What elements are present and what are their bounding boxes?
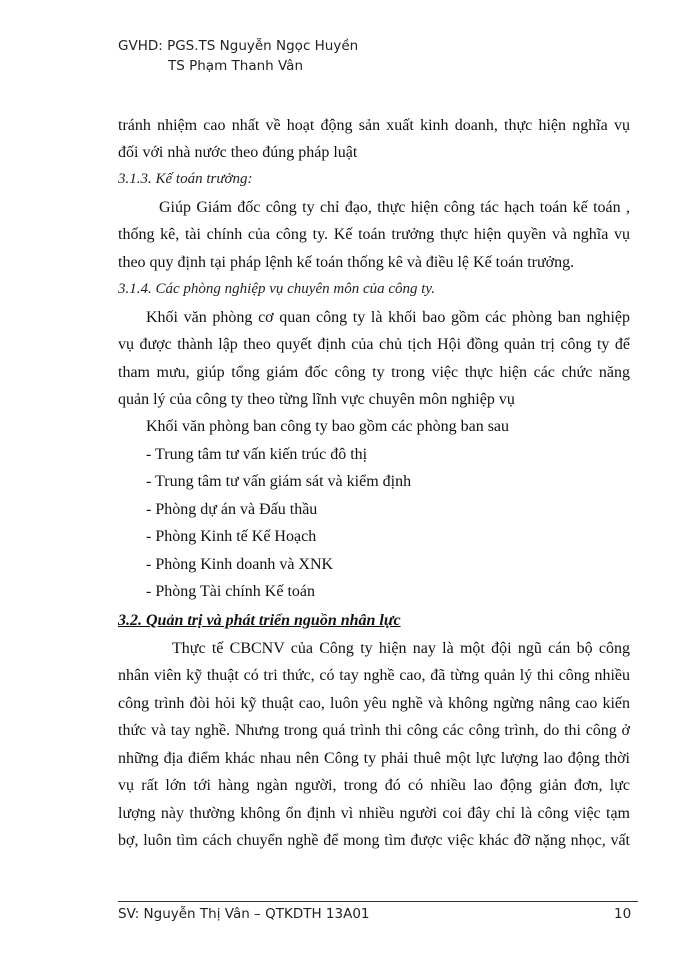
body-line: thống kê, tài chính của công ty. Kế toán trưởng thực hiện quyền và nghĩa vụ <box>118 226 630 243</box>
footer-student-info: SV: Nguyễn Thị Vân – QTKDTH 13A01 <box>118 906 370 922</box>
section-heading-3-1-4: 3.1.4. Các phòng nghiệp vụ chuyên môn của công ty. <box>118 281 436 297</box>
body-line: những địa điểm khác nhau nên Công ty phải thuê một lực lượng lao động thời <box>118 750 630 767</box>
list-item: - Phòng Kinh tế Kế Hoạch <box>146 528 317 545</box>
body-line: tránh nhiệm cao nhất về hoạt động sản xuất kinh doanh, thực hiện nghĩa vụ <box>118 117 630 134</box>
list-item: - Phòng dự án và Đấu thầu <box>146 501 318 518</box>
header-supervisor-line2: TS Phạm Thanh Vân <box>168 58 304 74</box>
list-item: - Phòng Tài chính Kế toán <box>146 583 316 600</box>
body-line: tham mưu, giúp tổng giám đốc công ty trong việc thực hiện các chức năng <box>118 364 630 381</box>
list-item: - Trung tâm tư vấn kiến trúc đô thị <box>146 446 368 463</box>
body-line: Giúp Giám đốc công ty chỉ đạo, thực hiện công tác hạch toán kế toán , <box>159 199 630 216</box>
list-item: - Phòng Kinh doanh và XNK <box>146 556 334 573</box>
page-number: 10 <box>614 906 632 922</box>
body-line: Khối văn phòng ban công ty bao gồm các phòng ban sau <box>146 418 510 435</box>
section-heading-3-1-3: 3.1.3. Kế toán trưởng: <box>118 171 253 187</box>
body-line: đối với nhà nước theo đúng pháp luật <box>118 144 358 161</box>
list-item: - Trung tâm tư vấn giám sát và kiểm định <box>146 473 412 490</box>
body-line: bợ, luôn tìm cách chuyển nghề để mong tìm được việc khác đỡ nặng nhọc, vất <box>118 832 630 849</box>
footer-divider <box>118 901 638 902</box>
header-supervisor-line1: GVHD: PGS.TS Nguyễn Ngọc Huyền <box>118 38 359 54</box>
body-line: quản lý của công ty theo từng lĩnh vực chuyên môn nghiệp vụ <box>118 391 515 408</box>
body-line: theo quy định tại pháp lệnh kế toán thống kê và điều lệ Kế toán trưởng. <box>118 254 575 271</box>
body-line: thức và tay nghề. Nhưng trong quá trình thi công các công trình, do thi công ở <box>118 722 630 739</box>
body-line: vụ rất lớn tới hàng ngàn người, trong đó có nhiều lao động giản đơn, lực <box>118 777 630 794</box>
body-line: lượng này thường không ổn định vì nhiều người coi đây chỉ là công việc tạm <box>118 805 630 822</box>
body-line: nhân viên kỹ thuật có tri thức, có tay nghề cao, đã từng quản lý thi công nhiều <box>118 667 630 684</box>
body-line: vụ được thành lập theo quyết định của chủ tịch Hội đồng quản trị công ty để <box>118 336 630 353</box>
body-line: công trình đòi hỏi kỹ thuật cao, luôn yêu nghề và không ngừng nâng cao kiến <box>118 695 630 712</box>
body-line: Khối văn phòng cơ quan công ty là khối bao gồm các phòng ban nghiệp <box>146 309 630 326</box>
section-heading-3-2: 3.2. Quản trị và phát triển nguồn nhân lực <box>118 612 401 629</box>
body-line: Thực tế CBCNV của Công ty hiện nay là một đội ngũ cán bộ công <box>172 640 630 657</box>
